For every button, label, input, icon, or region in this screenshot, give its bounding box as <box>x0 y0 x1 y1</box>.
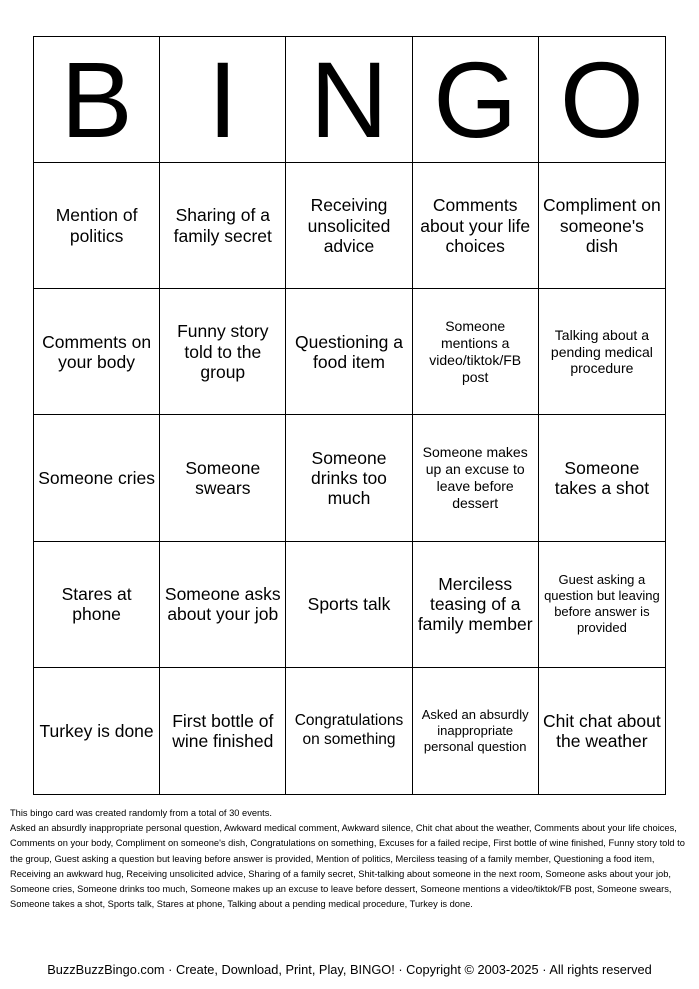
header-letter-g: G <box>413 37 539 163</box>
bingo-cell: Chit chat about the weather <box>543 710 661 751</box>
bingo-cell: Questioning a food item <box>286 289 412 415</box>
bingo-cell: Comments on your body <box>34 289 160 415</box>
header-letter-i: I <box>160 37 286 163</box>
bingo-cell: Guest asking a question but leaving before answer is provided <box>539 542 665 668</box>
bingo-cell: Stares at phone <box>34 542 160 668</box>
footnote-intro: This bingo card was created randomly from a total of 30 events. <box>10 808 272 818</box>
header-letter-o: O <box>539 37 665 163</box>
bingo-cell: Someone drinks too much <box>286 415 412 541</box>
bingo-cell: Compliment on someone's dish <box>539 163 665 289</box>
bingo-cell: Talking about a pending medical procedure <box>539 289 665 415</box>
bingo-cell: Someone makes up an excuse to leave before dessert <box>413 415 539 541</box>
bingo-cell: Merciless teasing of a family member <box>413 542 539 668</box>
event-list-footnote <box>10 806 690 912</box>
bingo-cell: Someone swears <box>160 415 286 541</box>
copyright-footer: BuzzBuzzBingo.com · Create, Download, Print, Play, BINGO! · Copyright © 2003-2025 · All rights reserved <box>47 962 652 977</box>
bingo-cell: Funny story told to the group <box>160 289 286 415</box>
bingo-cell: Asked an absurdly inappropriate personal question <box>413 668 539 794</box>
bingo-cell: Someone cries <box>34 415 160 541</box>
header-letter-n: N <box>286 37 412 163</box>
bingo-cell: Someone mentions a video/tiktok/FB post <box>413 289 539 415</box>
bingo-cell: First bottle of wine finished <box>160 668 286 794</box>
bingo-cell: Turkey is done <box>34 668 160 794</box>
header-letter-b: B <box>34 37 160 163</box>
bingo-cell: Comments about your life choices <box>413 163 539 289</box>
bingo-cell: Receiving unsolicited advice <box>286 163 412 289</box>
bingo-cell: Someone takes a shot <box>539 415 665 541</box>
bingo-cell: Mention of politics <box>34 163 160 289</box>
footnote-events: Asked an absurdly inappropriate personal question, Awkward medical comment, Awkward silence, Chit chat about the weather, Comments about your life choices, Comments on your body, Compliment on someone's dish, Congratulations on something, Excuses for a failed recipe, First bottle of wine finished, Funny story told to the group, Guest asking a question but leaving before answer is provided, Mention of politics, Merciless teasing of a family member, Questioning a food item, Receiving an awkward hug, Receiving unsolicited advice, Sharing of a family secret, Shit-talking about someone in the next room, Someone asks about your job, Someone cries, Someone drinks too much, Someone makes up an excuse to leave before dessert, Someone mentions a video/tiktok/FB post, Someone swears, Someone takes a shot, Sports talk, Stares at phone, Talking about a pending medical procedure, Turkey is done. <box>10 823 685 910</box>
bingo-cell: Congratulations on something <box>286 668 412 794</box>
bingo-cell: Someone asks about your job <box>160 542 286 668</box>
bingo-cell: Sports talk <box>286 542 412 668</box>
bingo-card <box>33 36 666 795</box>
bingo-cell: Sharing of a family secret <box>160 163 286 289</box>
